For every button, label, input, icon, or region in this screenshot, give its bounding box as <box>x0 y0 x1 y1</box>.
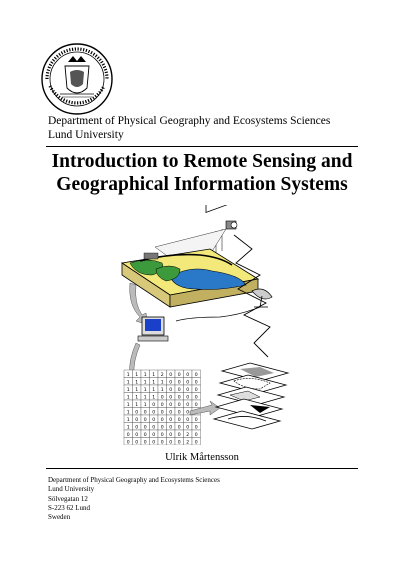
grid-cell-value: 1 <box>126 380 130 386</box>
cover-illustration <box>100 205 310 445</box>
grid-cell-value: 0 <box>186 417 190 423</box>
grid-cell-value: 1 <box>152 395 156 401</box>
grid-cell-value: 0 <box>126 440 130 445</box>
grid-cell-value: 0 <box>143 432 147 438</box>
address-block <box>48 476 220 522</box>
grid-cell-value: 0 <box>186 395 190 401</box>
grid-cell-value: 1 <box>126 410 130 416</box>
grid-cell-value: 0 <box>177 372 181 378</box>
grid-cell-value: 1 <box>135 372 139 378</box>
grid-cell-value: 0 <box>126 432 130 438</box>
grid-cell-value: 0 <box>177 425 181 431</box>
grid-cell-value: 0 <box>152 410 156 416</box>
grid-cell-value: 2 <box>160 372 164 378</box>
title-line-1: Introduction to Remote Sensing and <box>51 151 353 172</box>
department-name: Department of Physical Geography and Ecosystems Sciences <box>48 115 331 127</box>
grid-cell-value: 0 <box>186 387 190 393</box>
page-title <box>30 150 374 196</box>
grid-cell-value: 0 <box>169 402 173 408</box>
grid-cell-value: 0 <box>160 432 164 438</box>
grid-cell-value: 1 <box>143 372 147 378</box>
grid-cell-value: 1 <box>135 380 139 386</box>
address-line: Department of Physical Geography and Ecosystems Sciences <box>48 476 220 484</box>
grid-cell-value: 0 <box>169 432 173 438</box>
address-line: Sweden <box>48 513 71 522</box>
grid-cell-value: 0 <box>177 402 181 408</box>
raster-grid <box>124 370 201 445</box>
title-line-2: Geographical Information Systems <box>56 174 348 195</box>
grid-cell-value: 1 <box>126 387 130 393</box>
grid-cell-value: 0 <box>169 440 173 445</box>
grid-cell-value: 0 <box>194 372 198 378</box>
grid-cell-value: 1 <box>126 425 130 431</box>
grid-cell-value: 0 <box>177 387 181 393</box>
grid-cell-value: 0 <box>186 380 190 386</box>
grid-cell-value: 0 <box>152 417 156 423</box>
grid-cell-value: 1 <box>135 402 139 408</box>
grid-cell-value: 0 <box>160 440 164 445</box>
grid-cell-value: 0 <box>177 417 181 423</box>
grid-cell-value: 1 <box>126 402 130 408</box>
grid-cell-value: 0 <box>194 432 198 438</box>
grid-cell-value: 0 <box>194 425 198 431</box>
grid-cell-value: 1 <box>160 387 164 393</box>
grid-cell-value: 0 <box>169 410 173 416</box>
grid-cell-value: 0 <box>169 425 173 431</box>
grid-cell-value: 0 <box>135 440 139 445</box>
terrain-block-icon <box>122 249 258 307</box>
grid-cell-value: 0 <box>143 417 147 423</box>
address-line: Lund University <box>48 485 95 494</box>
grid-cell-value: 1 <box>143 395 147 401</box>
grid-cell-value: 0 <box>143 425 147 431</box>
grid-cell-value: 1 <box>143 402 147 408</box>
university-seal <box>40 42 114 116</box>
grid-cell-value: 0 <box>152 402 156 408</box>
grid-cell-value: 0 <box>177 410 181 416</box>
grid-cell-value: 0 <box>169 417 173 423</box>
grid-cell-value: 1 <box>160 380 164 386</box>
grid-cell-value: 0 <box>194 395 198 401</box>
grid-cell-value: 0 <box>194 380 198 386</box>
top-divider <box>46 146 358 147</box>
grid-cell-value: 0 <box>160 410 164 416</box>
grid-cell-value: 0 <box>143 410 147 416</box>
grid-cell-value: 1 <box>135 395 139 401</box>
address-line: Sölvegatan 12 <box>48 494 88 503</box>
grid-cell-value: 0 <box>194 387 198 393</box>
grid-cell-value: 0 <box>160 402 164 408</box>
grid-cell-value: 0 <box>135 425 139 431</box>
grid-cell-value: 0 <box>194 417 198 423</box>
grid-cell-value: 1 <box>126 395 130 401</box>
grid-cell-value: 1 <box>152 387 156 393</box>
grid-cell-value: 1 <box>152 380 156 386</box>
computer-monitor-icon <box>138 317 168 341</box>
grid-cell-value: 1 <box>143 380 147 386</box>
grid-cell-value: 1 <box>126 372 130 378</box>
grid-cell-value: 0 <box>194 402 198 408</box>
grid-cell-value: 0 <box>135 410 139 416</box>
address-line: S-223 62 Lund <box>48 503 90 512</box>
grid-cell-value: 0 <box>186 372 190 378</box>
grid-cell-value: 0 <box>177 432 181 438</box>
grid-cell-value: 0 <box>160 425 164 431</box>
grid-cell-value: 0 <box>186 410 190 416</box>
bottom-divider <box>46 468 358 469</box>
grid-cell-value: 2 <box>186 432 190 438</box>
department-header <box>48 114 330 142</box>
grid-cell-value: 0 <box>169 380 173 386</box>
grid-cell-value: 0 <box>152 440 156 445</box>
grid-cell-value: 0 <box>194 440 198 445</box>
grid-cell-value: 0 <box>160 395 164 401</box>
grid-cell-value: 0 <box>152 425 156 431</box>
grid-cell-value: 2 <box>186 440 190 445</box>
author-name: Ulrik Mårtensson <box>165 452 239 463</box>
grid-cell-value: 1 <box>143 387 147 393</box>
grid-cell-value: 0 <box>169 395 173 401</box>
grid-cell-value: 0 <box>186 402 190 408</box>
grid-cell-value: 0 <box>160 417 164 423</box>
grid-cell-value: 0 <box>152 432 156 438</box>
gis-layers-icon <box>214 363 288 429</box>
grid-cell-value: 0 <box>169 372 173 378</box>
grid-cell-value: 0 <box>177 380 181 386</box>
grid-cell-value: 0 <box>135 432 139 438</box>
university-name: Lund University <box>48 129 124 141</box>
grid-cell-value: 0 <box>186 425 190 431</box>
grid-cell-value: 1 <box>152 372 156 378</box>
grid-cell-value: 1 <box>126 417 130 423</box>
grid-cell-value: 1 <box>135 387 139 393</box>
grid-cell-value: 0 <box>169 387 173 393</box>
grid-cell-value: 0 <box>177 395 181 401</box>
grid-cell-value: 0 <box>135 417 139 423</box>
grid-cell-value: 0 <box>177 440 181 445</box>
grid-cell-value: 0 <box>143 440 147 445</box>
